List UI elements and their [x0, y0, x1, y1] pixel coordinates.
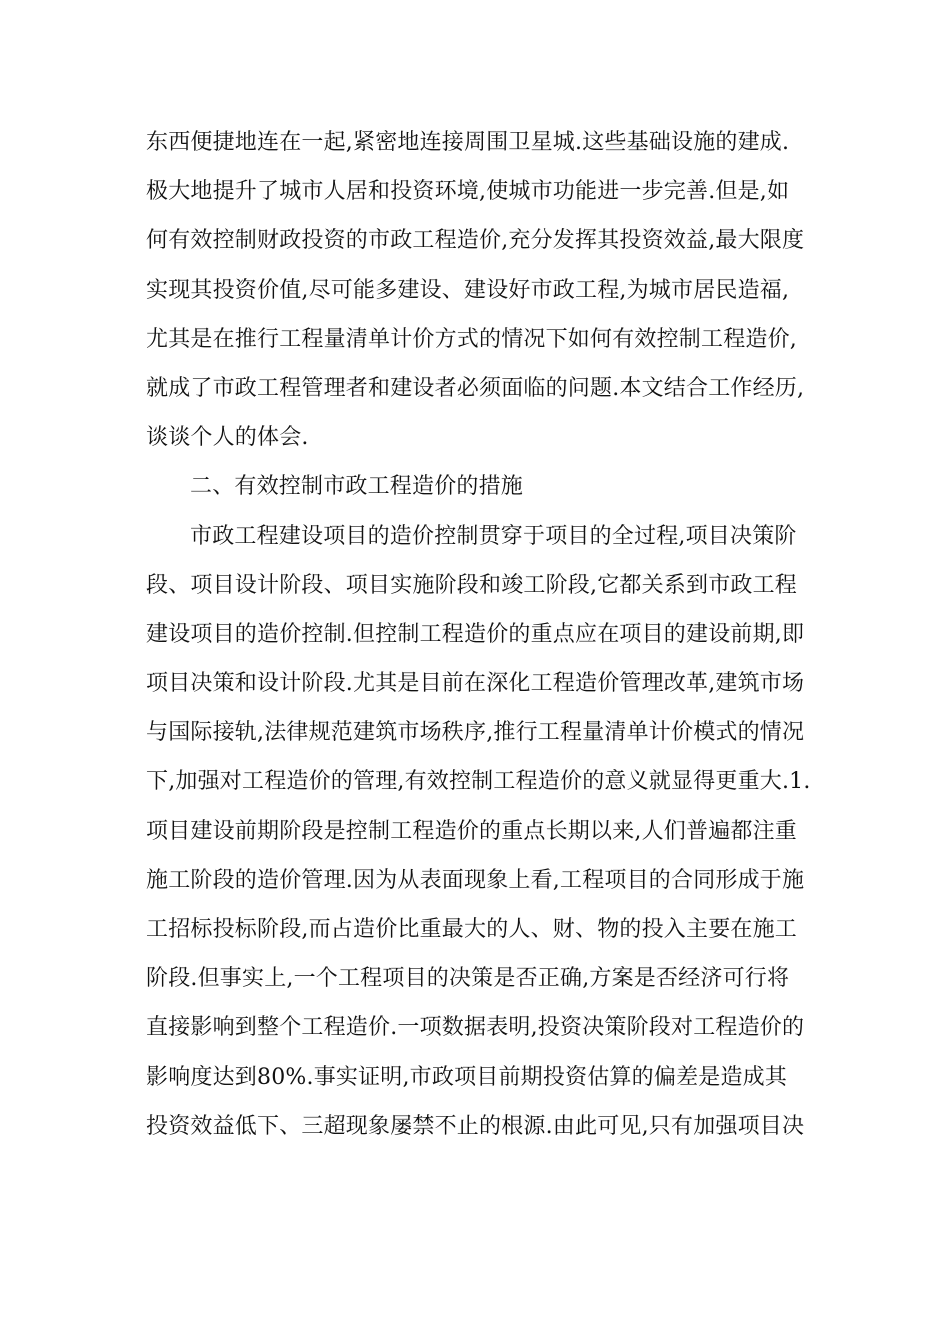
- text-line: 就成了市政工程管理者和建设者必须面临的问题.本文结合工作经历,: [146, 375, 805, 401]
- text-line: 谈谈个人的体会.: [146, 425, 309, 451]
- text-line: 东西便捷地连在一起,紧密地连接周围卫星城.这些基础设施的建成.: [146, 130, 790, 155]
- text-line: 影响度达到80%.事实证明,市政项目前期投资估算的偏差是造成其: [146, 1064, 788, 1090]
- paragraph-measures: [146, 512, 811, 1151]
- text-line: 阶段.但事实上,一个工程项目的决策是否正确,方案是否经济可行将: [146, 966, 790, 992]
- section-heading: 二、有效控制市政工程造价的措施: [190, 474, 524, 500]
- text-line: 尤其是在推行工程量清单计价方式的情况下如何有效控制工程造价,: [146, 326, 797, 352]
- text-line: 何有效控制财政投资的市政工程造价,充分发挥其投资效益,最大限度: [146, 228, 805, 254]
- text-line: 极大地提升了城市人居和投资环境,使城市功能进一步完善.但是,如: [146, 179, 790, 205]
- text-line: 工招标投标阶段,而占造价比重最大的人、财、物的投入主要在施工: [146, 917, 797, 942]
- text-line: 建设项目的造价控制.但控制工程造价的重点应在项目的建设前期,即: [146, 621, 805, 647]
- text-line: 施工阶段的造价管理.因为从表面现象上看,工程项目的合同形成于施: [146, 867, 805, 893]
- text-line: 投资效益低下、三超现象屡禁不止的根源.由此可见,只有加强项目决: [146, 1113, 805, 1139]
- text-line: 与国际接轨,法律规范建筑市场秩序,推行工程量清单计价模式的情况: [146, 720, 805, 746]
- text-line: 市政工程建设项目的造价控制贯穿于项目的全过程,项目决策阶: [190, 523, 797, 549]
- text-line: 下,加强对工程造价的管理,有效控制工程造价的意义就显得更重大.1.: [146, 769, 811, 795]
- text-line: 直接影响到整个工程造价.一项数据表明,投资决策阶段对工程造价的: [146, 1015, 805, 1041]
- text-line: 实现其投资价值,尽可能多建设、建设好市政工程,为城市居民造福,: [146, 277, 790, 303]
- text-line: 项目决策和设计阶段.尤其是目前在深化工程造价管理改革,建筑市场: [146, 671, 805, 697]
- text-line: 项目建设前期阶段是控制工程造价的重点长期以来,人们普遍都注重: [146, 818, 797, 844]
- text-line: 段、项目设计阶段、项目实施阶段和竣工阶段,它都关系到市政工程: [146, 572, 797, 598]
- document-body: [146, 118, 811, 1151]
- paragraph-continuation: [146, 118, 808, 462]
